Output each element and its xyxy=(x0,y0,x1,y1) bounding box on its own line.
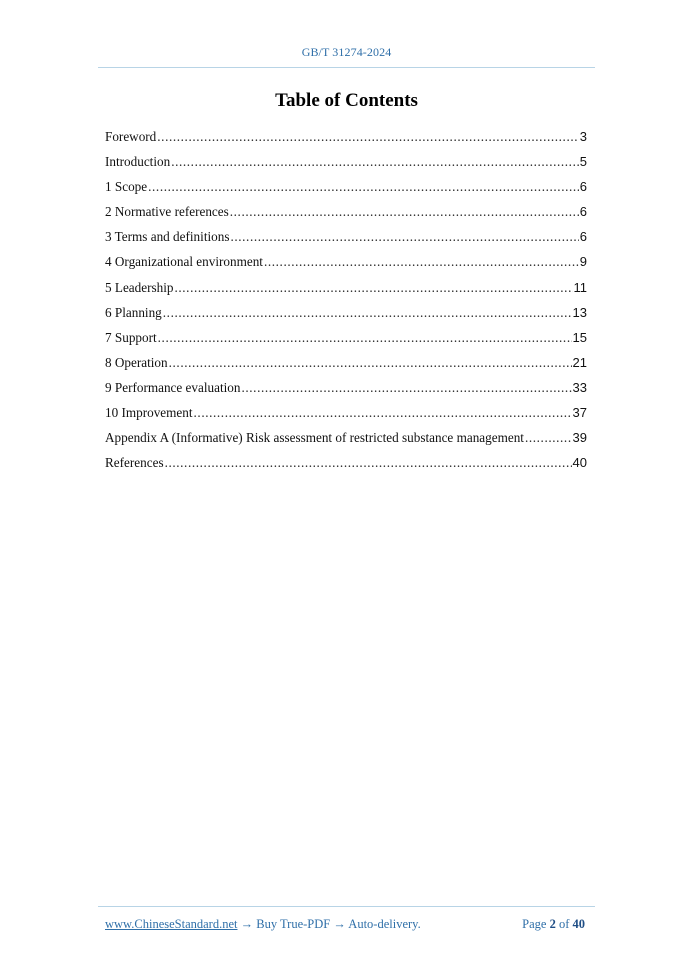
toc-leader-dots xyxy=(169,354,572,372)
toc-entry-label: Appendix A (Informative) Risk assessment of restricted substance management xyxy=(105,430,524,446)
toc-leader-dots xyxy=(165,454,572,472)
site-link[interactable]: www.ChineseStandard.net xyxy=(105,917,238,931)
toc-title: Table of Contents xyxy=(275,90,418,111)
toc-entry-label: 2 Normative references xyxy=(105,204,229,220)
toc-entry-introduction[interactable] xyxy=(105,153,587,178)
toc-leader-dots xyxy=(525,429,572,447)
toc-entry-appendix-a[interactable] xyxy=(105,429,587,454)
toc-entry-page: 6 xyxy=(579,204,587,220)
footer-tagline: → Buy True-PDF → Auto-delivery. xyxy=(237,917,421,931)
toc-entry-page: 15 xyxy=(572,329,587,345)
page-indicator xyxy=(522,917,585,932)
toc-leader-dots xyxy=(171,153,579,171)
toc-entry-label: References xyxy=(105,455,164,471)
toc-entry-page: 9 xyxy=(579,254,587,270)
toc-entry-page: 5 xyxy=(579,154,587,170)
toc-entry-page: 6 xyxy=(579,179,587,195)
toc-entry-label: Introduction xyxy=(105,154,171,170)
toc-entry-improvement[interactable] xyxy=(105,404,587,429)
toc-leader-dots xyxy=(174,279,572,297)
toc-entry-label: 8 Operation xyxy=(105,354,168,370)
toc-entry-page: 40 xyxy=(572,455,587,471)
toc-entry-page: 3 xyxy=(579,129,587,144)
toc-entry-page: 33 xyxy=(572,379,587,395)
header-divider xyxy=(98,67,595,68)
page-label: Page xyxy=(522,917,547,931)
toc-entry-performance-evaluation[interactable] xyxy=(105,379,587,404)
toc-leader-dots xyxy=(194,404,572,422)
page-total: 40 xyxy=(572,917,585,931)
toc-entry-page: 13 xyxy=(572,304,587,320)
toc-entry-label: 7 Support xyxy=(105,329,157,345)
toc-entry-terms-and-definitions[interactable] xyxy=(105,228,587,253)
toc-leader-dots xyxy=(264,253,579,271)
toc-entry-support[interactable] xyxy=(105,329,587,354)
toc-entry-label: 10 Improvement xyxy=(105,405,193,421)
toc-entry-page: 37 xyxy=(572,405,587,421)
toc-entry-page: 11 xyxy=(573,279,587,295)
toc-entry-label: 6 Planning xyxy=(105,304,162,320)
toc-entry-label: Foreword xyxy=(105,129,157,144)
toc-entry-page: 39 xyxy=(572,430,587,446)
toc-leader-dots xyxy=(230,203,579,221)
toc-entry-label: 1 Scope xyxy=(105,179,148,195)
page-of: of xyxy=(558,917,570,931)
toc-entry-scope[interactable] xyxy=(105,178,587,203)
footer-promo xyxy=(105,917,421,932)
toc-entry-leadership[interactable] xyxy=(105,279,587,304)
toc-entry-foreword[interactable] xyxy=(105,128,587,153)
toc-entry-label: 5 Leadership xyxy=(105,279,174,295)
toc-entry-operation[interactable] xyxy=(105,354,587,379)
toc-entry-planning[interactable] xyxy=(105,304,587,329)
footer-divider xyxy=(98,906,595,907)
standard-code: GB/T 31274-2024 xyxy=(301,45,392,59)
toc-entry-label: 9 Performance evaluation xyxy=(105,379,241,395)
toc-entry-references[interactable] xyxy=(105,454,587,479)
toc-leader-dots xyxy=(230,228,578,246)
toc-leader-dots xyxy=(158,329,572,347)
toc-entry-page: 6 xyxy=(579,229,587,245)
toc-entry-label: 4 Organizational environment xyxy=(105,254,263,270)
toc-leader-dots xyxy=(157,128,578,146)
toc-entry-organizational-environment[interactable] xyxy=(105,253,587,278)
toc-leader-dots xyxy=(163,304,572,322)
page-current: 2 xyxy=(549,917,556,931)
toc-leader-dots xyxy=(241,379,571,397)
toc-entry-normative-references[interactable] xyxy=(105,203,587,228)
toc-entry-page: 21 xyxy=(572,354,587,370)
toc-leader-dots xyxy=(148,178,579,196)
toc-entry-label: 3 Terms and definitions xyxy=(105,229,230,245)
toc-list xyxy=(105,128,587,479)
